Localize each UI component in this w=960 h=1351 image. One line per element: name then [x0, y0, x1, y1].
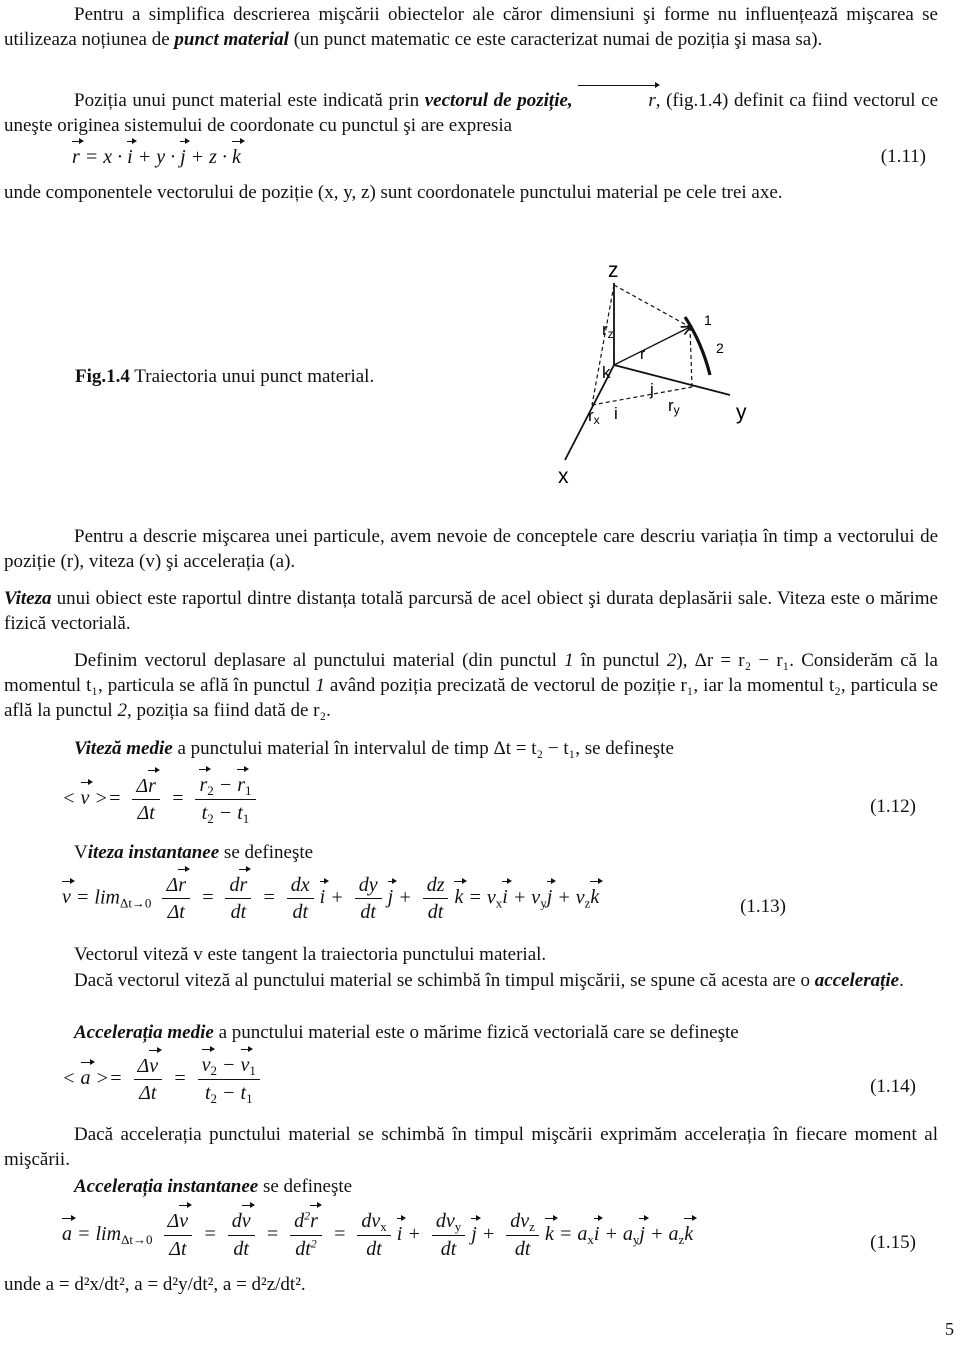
- motion-paragraph: Pentru a descrie mişcarea unei particule, avem nevoie de conceptele care descriu variația în timp a vectorului de poziție (r), viteza (v) şi accelerația (a).: [4, 526, 938, 573]
- intro-paragraph-2: Poziția unui punct material este indicată prin vectorul de poziție, r, (fig.1.4) definit ca fiind vectorul ce uneşte originea sistemului de coordonate cu punctul şi are expresia: [4, 90, 938, 137]
- average-acceleration-paragraph: Accelerația medie a punctului material este o mărime fizică vectorială care se defineşte: [74, 1022, 739, 1043]
- equation-1-13: $v = \lim_{\Delta t\to 0}$ $\frac{\Delta r}{\Delta t}$ = $\frac{dr}{dt}$ = $\frac{dx}{dt}$ i + $\frac{dy}{dt}$ j + $\frac{dz}{dt}$ $k = v_xi + v_yj + v_zk$ (1.13): [62, 874, 786, 924]
- intro-paragraph-1: Pentru a simplifica descrierea mişcării obiectelor ale căror dimensiuni şi forme nu influențează mişcarea se utilizeaza noțiunea de punct material (un punct matematic ce este caracterizat numai de poziția şi masa sa).: [4, 4, 938, 51]
- acceleration-intro: Dacă vectorul viteză al punctului material se schimbă în timpul mişcării, se spune că acesta are o accelerație.: [74, 970, 904, 991]
- label-point-2: 2: [716, 340, 724, 356]
- label-point-1: 1: [704, 312, 712, 328]
- equation-1-12: < v >= $\frac{\Delta r}{\Delta t}$ = $\frac{r_2 - r_1}{t_2 - t_1}$ (1.12): [62, 774, 916, 827]
- varying-acceleration-paragraph: Dacă accelerația punctului material se schimbă în timpul mişcării exprimăm accelerația în fiecare moment al mişcării.: [4, 1124, 938, 1171]
- position-vector: [614, 327, 690, 365]
- trajectory-figure: [540, 255, 780, 495]
- equation-1-14: < a >= $\frac{\Delta v}{\Delta t}$ = $\frac{v_2 - v_1}{t_2 - t_1}$ (1.14): [62, 1054, 916, 1107]
- label-i: i: [614, 404, 618, 423]
- intro-paragraph-3: unde componentele vectorului de poziție (x, y, z) sunt coordonatele punctului material pe cele trei axe.: [4, 182, 783, 203]
- equation-1-11: r = x · i + y · j + z · k (1.11): [72, 144, 948, 170]
- label-rx: rx: [588, 406, 600, 427]
- instantaneous-acceleration-heading: Accelerația instantanee se defineşte: [74, 1176, 353, 1197]
- label-j: j: [650, 380, 654, 399]
- axis-label-x: x: [558, 465, 569, 488]
- axis-label-z: z: [608, 259, 619, 282]
- y-axis: [614, 365, 730, 395]
- displacement-paragraph: Definim vectorul deplasare al punctului material (din punctul 1 în punctul 2), Δr = r₂ − r₁. Considerăm că la momentul t₁, particula se află în punctul 1 având poziția precizată de vectorul de poziție r₁, iar la momentul t₂, particula se află la punctul 2, poziția sa fiind dată de r₂.: [4, 650, 938, 722]
- label-rz: rz: [602, 320, 614, 341]
- label-ry: ry: [668, 396, 680, 417]
- figure-caption: Fig.1.4 Traiectoria unui punct material.: [75, 366, 375, 387]
- instantaneous-velocity-heading: Viteza instantanee se defineşte: [74, 842, 314, 863]
- page-number: 5: [945, 1319, 954, 1339]
- label-r: r: [640, 346, 646, 363]
- component-definitions: unde a = d²x/dt², a = d²y/dt², a = d²z/dt².: [4, 1274, 306, 1295]
- average-velocity-paragraph: Viteză medie a punctului material în intervalul de timp Δt = t₂ − t₁, se defineşte: [74, 738, 674, 759]
- tangent-sentence: Vectorul viteză v este tangent la traiectoria punctului material.: [74, 944, 547, 965]
- equation-1-15: $a = \lim_{\Delta t\to 0}$ $\frac{\Delta v}{\Delta t}$ = $\frac{dv}{dt}$ = $\frac{d^2r}{dt^2}$ = $\frac{dv_x}{dt}$ i + $\frac{dv_y}{dt}$ j + $\frac{dv_z}{dt}$ $k = a_xi + a_yj + a_zk$ (1.15): [62, 1208, 916, 1261]
- label-k: k: [602, 363, 611, 382]
- axis-label-y: y: [736, 401, 747, 424]
- viteza-paragraph: Viteza unui obiect este raportul dintre distanța totală parcursă de acel obiect şi durata deplasării sale. Viteza este o mărime fizică vectorială.: [4, 588, 938, 635]
